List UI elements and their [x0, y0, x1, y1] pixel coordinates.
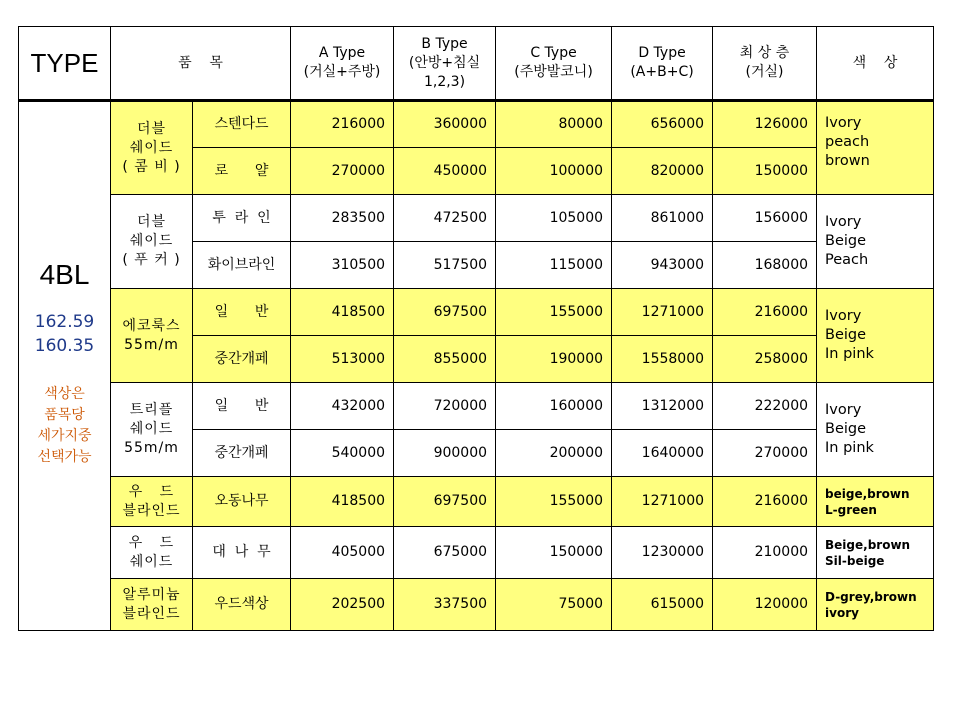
item-cell: 우드색상	[193, 579, 291, 631]
price-top: 150000	[713, 148, 817, 195]
price-c: 80000	[496, 101, 612, 148]
item-cell: 중간개페	[193, 430, 291, 477]
price-a: 418500	[291, 477, 394, 527]
price-b: 337500	[394, 579, 496, 631]
item-cell: 오동나무	[193, 477, 291, 527]
price-d: 820000	[612, 148, 713, 195]
price-b: 697500	[394, 477, 496, 527]
header-color: 색 상	[817, 27, 934, 101]
table-row	[19, 477, 934, 527]
price-c: 155000	[496, 289, 612, 336]
item-cell: 대 나 무	[193, 527, 291, 579]
price-d: 1640000	[612, 430, 713, 477]
color-cell: beige,brown L-green	[817, 477, 934, 527]
price-c: 100000	[496, 148, 612, 195]
category-cell: 알루미늄 블라인드	[111, 579, 193, 631]
price-a: 216000	[291, 101, 394, 148]
color-cell: Ivory Beige In pink	[817, 383, 934, 477]
price-d: 1271000	[612, 477, 713, 527]
price-c: 105000	[496, 195, 612, 242]
price-a: 540000	[291, 430, 394, 477]
price-c: 150000	[496, 527, 612, 579]
price-a: 513000	[291, 336, 394, 383]
price-top: 156000	[713, 195, 817, 242]
item-cell: 일 반	[193, 289, 291, 336]
price-c: 200000	[496, 430, 612, 477]
price-a: 405000	[291, 527, 394, 579]
price-top: 222000	[713, 383, 817, 430]
item-cell: 일 반	[193, 383, 291, 430]
price-d: 1230000	[612, 527, 713, 579]
price-b: 675000	[394, 527, 496, 579]
header-a-type: A Type (거실+주방)	[291, 27, 394, 101]
size-values: 162.59 160.35	[34, 311, 95, 356]
price-b: 517500	[394, 242, 496, 289]
header-c-type: C Type (주방발코니)	[496, 27, 612, 101]
category-cell: 더블 쉐이드 ( 푸 커 )	[111, 195, 193, 289]
price-b: 360000	[394, 101, 496, 148]
price-b: 472500	[394, 195, 496, 242]
header-d-type: D Type (A+B+C)	[612, 27, 713, 101]
price-d: 861000	[612, 195, 713, 242]
price-top: 216000	[713, 289, 817, 336]
type-cell	[19, 101, 111, 631]
price-d: 656000	[612, 101, 713, 148]
price-a: 310500	[291, 242, 394, 289]
price-c: 115000	[496, 242, 612, 289]
price-b: 697500	[394, 289, 496, 336]
color-cell: Ivory Beige Peach	[817, 195, 934, 289]
color-cell: Ivory Beige In pink	[817, 289, 934, 383]
table-row	[19, 195, 934, 242]
table-row	[19, 527, 934, 579]
price-c: 160000	[496, 383, 612, 430]
header-type: TYPE	[19, 27, 111, 101]
table-row	[19, 101, 934, 148]
price-a: 432000	[291, 383, 394, 430]
table-row	[19, 579, 934, 631]
color-note: 색상은 품목당 세가지중 선택가능	[37, 385, 92, 465]
item-cell: 스텐다드	[193, 101, 291, 148]
price-top: 168000	[713, 242, 817, 289]
table-row	[19, 383, 934, 430]
price-b: 720000	[394, 383, 496, 430]
table-row	[19, 289, 934, 336]
price-c: 190000	[496, 336, 612, 383]
header-item: 품 목	[111, 27, 291, 101]
item-cell: 화이브라인	[193, 242, 291, 289]
price-a: 418500	[291, 289, 394, 336]
price-top: 258000	[713, 336, 817, 383]
price-d: 1271000	[612, 289, 713, 336]
price-d: 943000	[612, 242, 713, 289]
price-a: 202500	[291, 579, 394, 631]
price-d: 1558000	[612, 336, 713, 383]
item-cell: 로 얄	[193, 148, 291, 195]
color-cell: D-grey,brown ivory	[817, 579, 934, 631]
type-label: 4BL	[39, 258, 90, 290]
price-top: 270000	[713, 430, 817, 477]
price-top: 210000	[713, 527, 817, 579]
header-b-type: B Type (안방+침실 1,2,3)	[394, 27, 496, 101]
price-b: 900000	[394, 430, 496, 477]
item-cell: 중간개페	[193, 336, 291, 383]
price-top: 216000	[713, 477, 817, 527]
price-c: 75000	[496, 579, 612, 631]
category-cell: 우 드 쉐이드	[111, 527, 193, 579]
category-cell: 에코룩스 55m/m	[111, 289, 193, 383]
price-d: 1312000	[612, 383, 713, 430]
category-cell: 더블 쉐이드 ( 콤 비 )	[111, 101, 193, 195]
price-b: 855000	[394, 336, 496, 383]
price-a: 283500	[291, 195, 394, 242]
price-a: 270000	[291, 148, 394, 195]
price-c: 155000	[496, 477, 612, 527]
category-cell: 트리플 쉐이드 55m/m	[111, 383, 193, 477]
header-top-floor: 최 상 층 (거실)	[713, 27, 817, 101]
price-top: 120000	[713, 579, 817, 631]
header-row	[19, 27, 934, 101]
category-cell: 우 드 블라인드	[111, 477, 193, 527]
price-d: 615000	[612, 579, 713, 631]
price-top: 126000	[713, 101, 817, 148]
color-cell: Beige,brown Sil-beige	[817, 527, 934, 579]
price-b: 450000	[394, 148, 496, 195]
item-cell: 투 라 인	[193, 195, 291, 242]
color-cell: Ivory peach brown	[817, 101, 934, 195]
price-table	[18, 26, 934, 631]
